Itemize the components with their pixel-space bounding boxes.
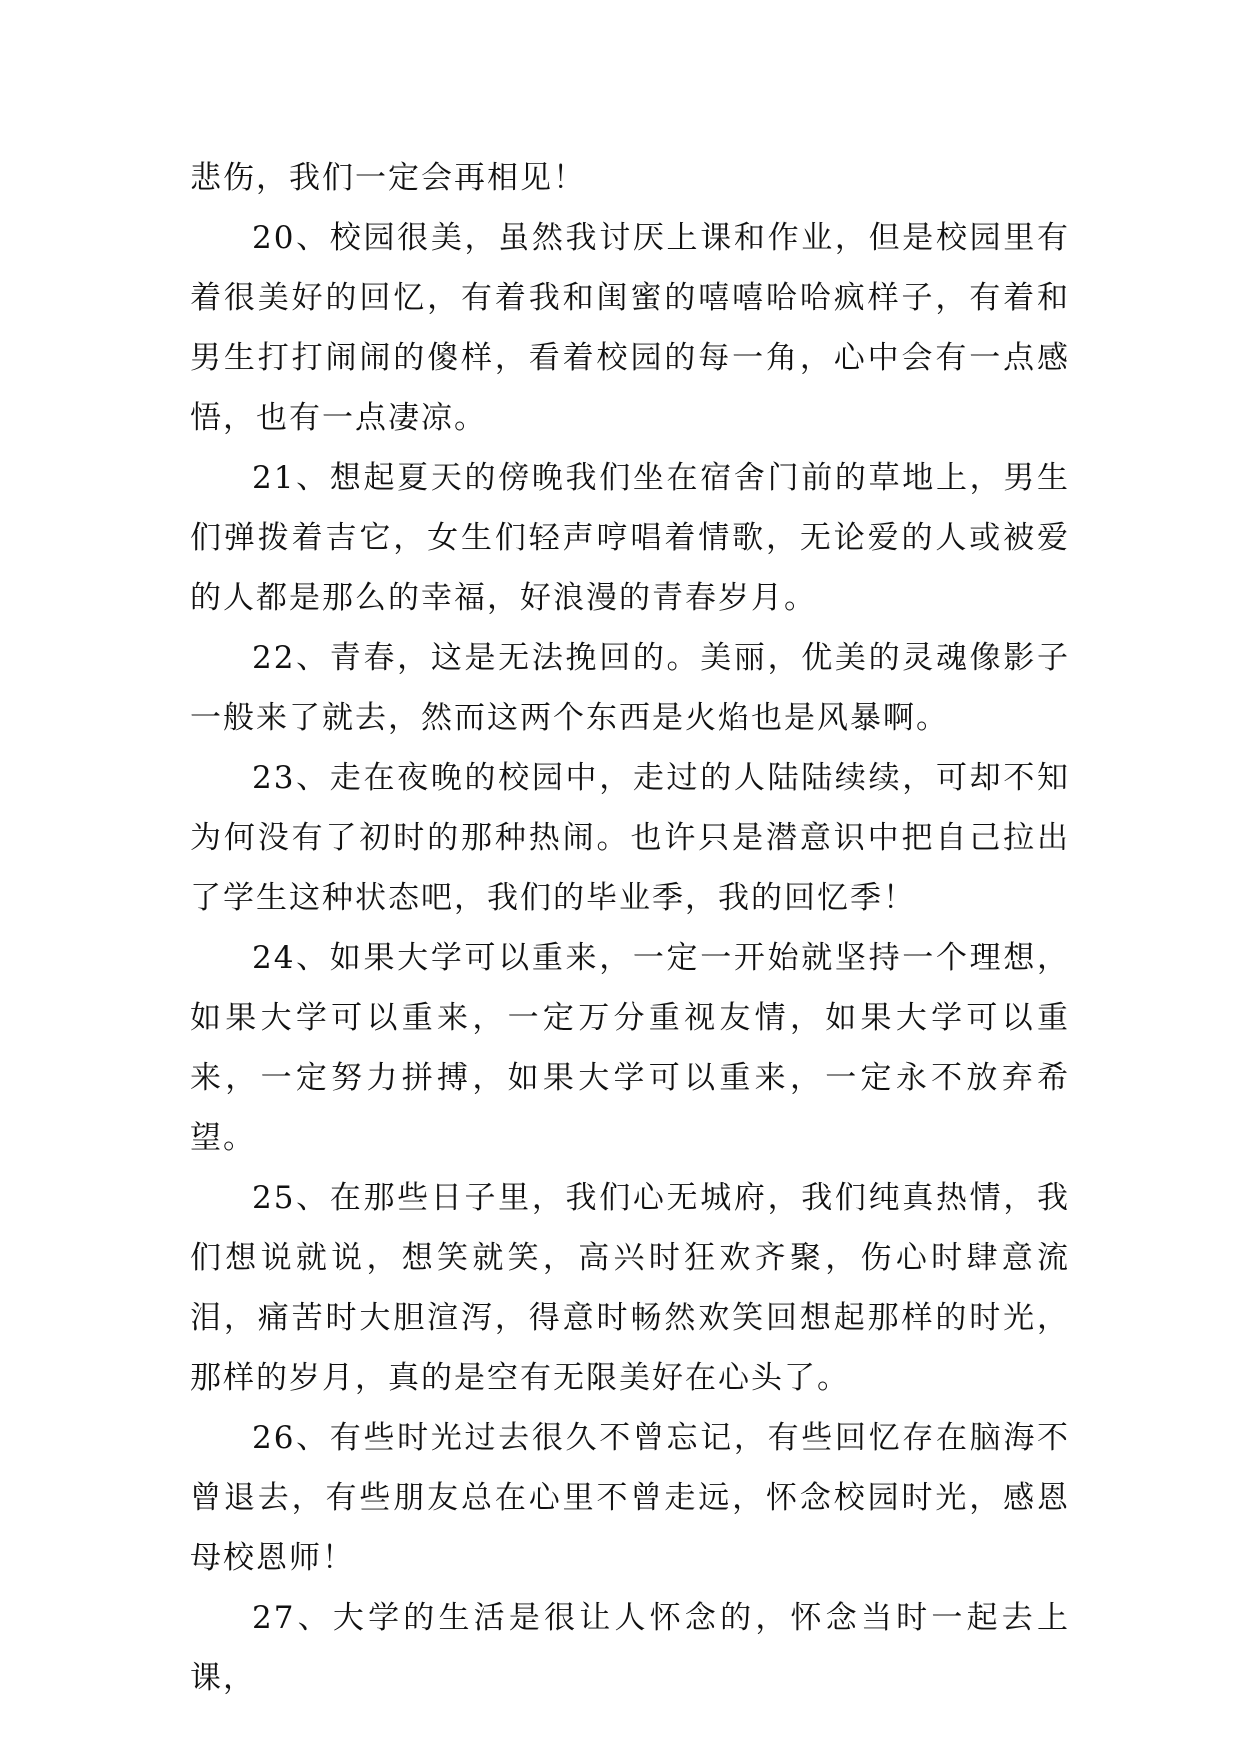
paragraph-27: 27、大学的生活是很让人怀念的，怀念当时一起去上课， bbox=[190, 1600, 1070, 1696]
paragraph-26: 26、有些时光过去很久不曾忘记，有些回忆存在脑海不曾退去，有些朋友总在心里不曾走远，怀念校园时光，感恩母校恩师！ bbox=[190, 1420, 1070, 1576]
document-body bbox=[190, 148, 1070, 1708]
paragraph-23: 23、走在夜晚的校园中，走过的人陆陆续续，可却不知为何没有了初时的那种热闹。也许只是潜意识中把自己拉出了学生这种状态吧，我们的毕业季，我的回忆季！ bbox=[190, 760, 1070, 916]
paragraph-20: 20、校园很美，虽然我讨厌上课和作业，但是校园里有着很美好的回忆，有着我和闺蜜的嘻嘻哈哈疯样子，有着和男生打打闹闹的傻样，看着校园的每一角，心中会有一点感悟，也有一点凄凉。 bbox=[190, 220, 1070, 436]
paragraph-25: 25、在那些日子里，我们心无城府，我们纯真热情，我们想说就说，想笑就笑，高兴时狂欢齐聚，伤心时肆意流泪，痛苦时大胆渲泻，得意时畅然欢笑回想起那样的时光，那样的岁月，真的是空有无限美好在心头了。 bbox=[190, 1180, 1070, 1396]
paragraph-continuation: 悲伤，我们一定会再相见！ bbox=[190, 160, 586, 196]
paragraph-21: 21、想起夏天的傍晚我们坐在宿舍门前的草地上，男生们弹拨着吉它，女生们轻声哼唱着情歌，无论爱的人或被爱的人都是那么的幸福，好浪漫的青春岁月。 bbox=[190, 460, 1070, 616]
paragraph-24: 24、如果大学可以重来，一定一开始就坚持一个理想，如果大学可以重来，一定万分重视友情，如果大学可以重来，一定努力拼搏，如果大学可以重来，一定永不放弃希望。 bbox=[190, 940, 1070, 1156]
paragraph-22: 22、青春，这是无法挽回的。美丽，优美的灵魂像影子一般来了就去，然而这两个东西是火焰也是风暴啊。 bbox=[190, 640, 1070, 736]
